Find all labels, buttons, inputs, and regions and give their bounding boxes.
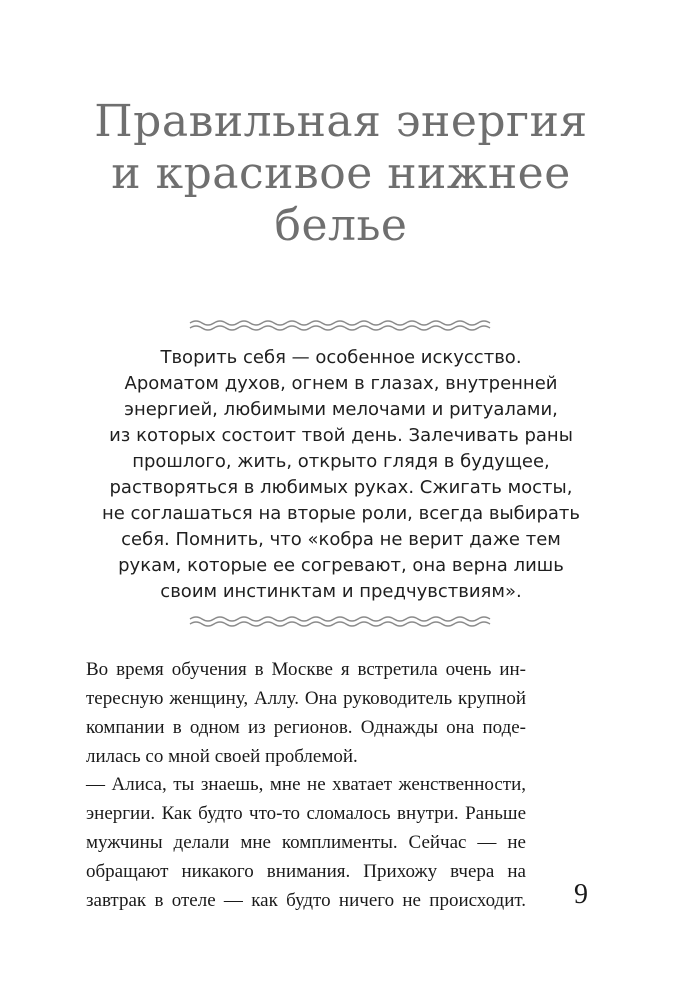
epigraph-line: прошлого, жить, открыто глядя в будущее, — [132, 451, 550, 472]
epigraph-line: Творить себя — особенное искусство. — [160, 347, 522, 368]
paragraph-line: завтрак в отеле — как будто ничего не происходит. — [86, 890, 526, 911]
chapter-title-line: Правильная энергия — [94, 96, 588, 147]
paragraph-line: Во время обучения в Москве я встретила очень ин- — [86, 659, 526, 680]
epigraph-line: растворяться в любимых руках. Сжигать мосты, — [109, 477, 573, 498]
page-number: 9 — [574, 879, 588, 910]
epigraph-line: не соглашаться на вторые роли, всегда выбирать — [101, 503, 581, 524]
body-paragraph — [86, 655, 526, 771]
paragraph-line: энергии. Как будто что-то сломалось внутри. Раньше — [86, 803, 526, 824]
paragraph-line: мужчины делали мне комплименты. Сейчас — не — [86, 832, 526, 853]
paragraph-line: тересную женщину, Аллу. Она руководитель крупной — [86, 688, 526, 709]
wave-divider-top — [188, 318, 494, 332]
paragraph-line: компании в одном из регионов. Однажды она поде- — [86, 717, 526, 738]
epigraph-line: себя. Помнить, что «кобра не верит даже тем — [121, 529, 561, 550]
chapter-title — [60, 96, 622, 252]
paragraph-line: — Алиса, ты знаешь, мне не хватает женственности, — [86, 774, 526, 795]
wave-divider-bottom — [188, 614, 494, 628]
paragraph-line: обращают никакого внимания. Прихожу вчера на — [86, 861, 526, 882]
epigraph-line: энергией, любимыми мелочами и ритуалами, — [124, 399, 558, 420]
epigraph — [80, 345, 602, 605]
body-paragraph — [86, 770, 526, 915]
epigraph-line: из которых состоит твой день. Залечивать раны — [109, 425, 573, 446]
chapter-title-line: белье — [274, 200, 408, 251]
paragraph-line: лилась со мной своей проблемой. — [86, 746, 358, 767]
chapter-title-line: и красивое нижнее — [111, 148, 571, 199]
epigraph-line: своим инстинктам и предчувствиям». — [160, 581, 522, 602]
epigraph-line: рукам, которые ее согревают, она верна лишь — [118, 555, 564, 576]
epigraph-line: Ароматом духов, огнем в глазах, внутренней — [124, 373, 558, 394]
